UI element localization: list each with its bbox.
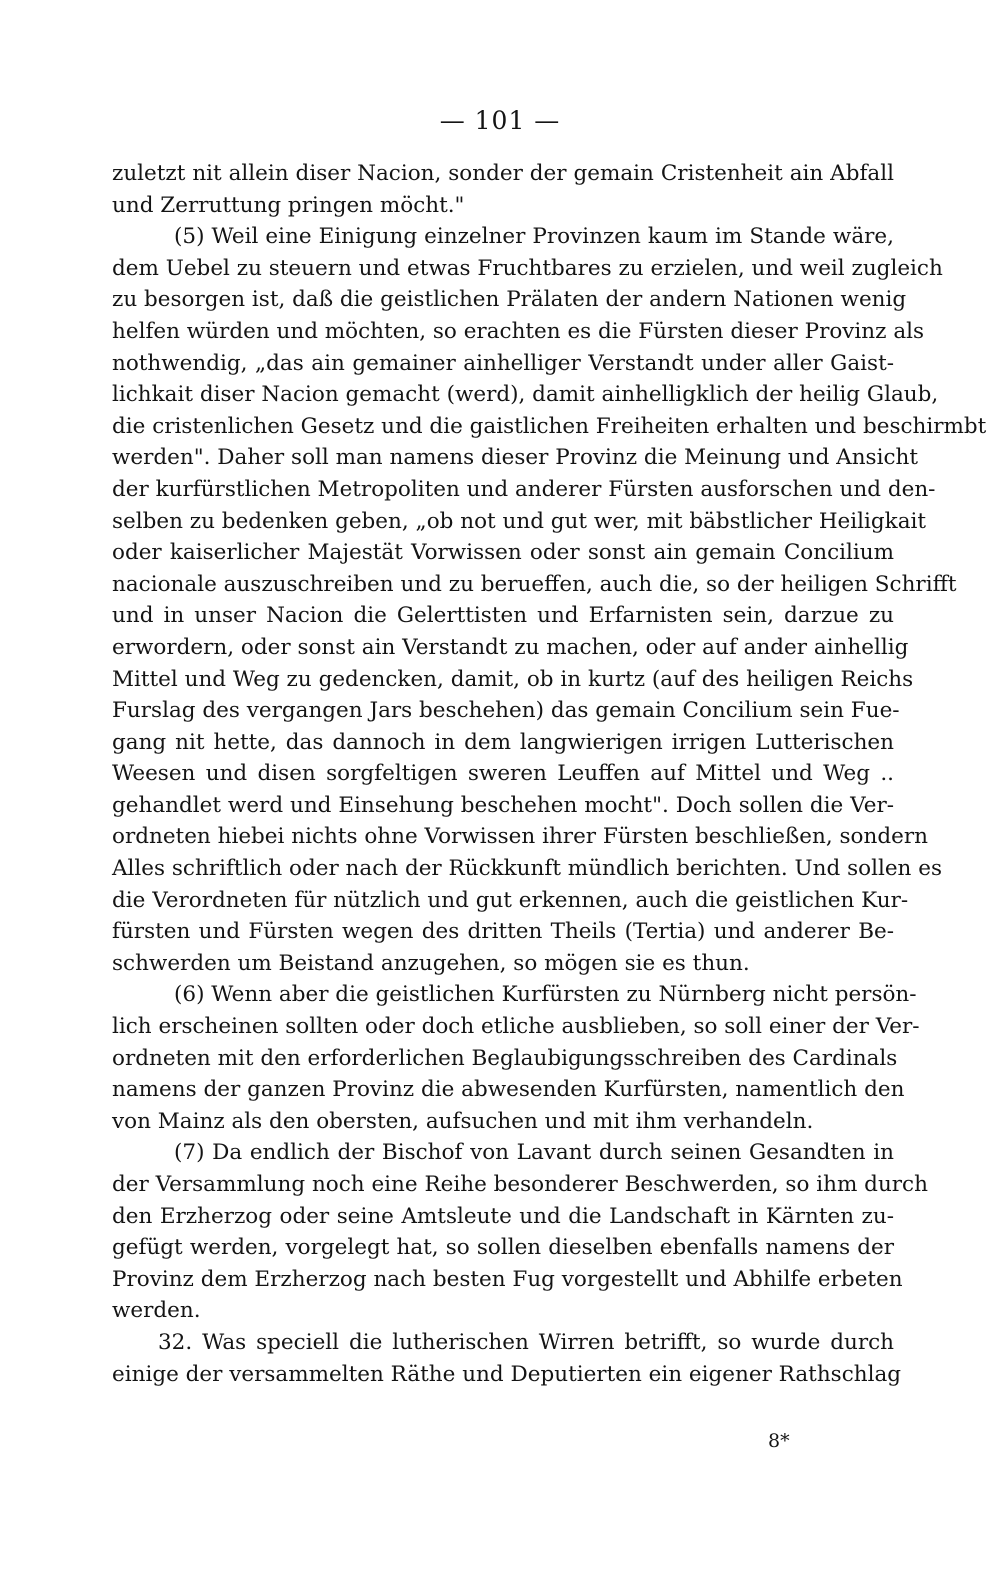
text-line: werden". Daher soll man namens dieser Provinz die Meinung und Ansicht [112, 445, 918, 471]
text-line: nacionale auszuschreiben und zu berueffen, auch die, so der heiligen Schrifft [112, 571, 957, 597]
text-line: gang nit hette, das dannoch in dem langwierigen irrigen Lutterischen [112, 729, 894, 755]
text-line: und Zerruttung pringen möcht." [112, 192, 465, 218]
text-line: fürsten und Fürsten wegen des dritten Theils (Tertia) und anderer Be- [112, 919, 894, 945]
text-line: dem Uebel zu steuern und etwas Fruchtbares zu erzielen, und weil zugleich [112, 255, 943, 281]
text-line: zu besorgen ist, daß die geistlichen Prälaten der andern Nationen wenig [112, 287, 907, 313]
text-line: der kurfürstlichen Metropoliten und anderer Fürsten ausforschen und den- [112, 476, 936, 502]
text-line: gefügt werden, vorgelegt hat, so sollen dieselben ebenfalls namens der [112, 1235, 894, 1261]
text-line: nothwendig, „das ain gemainer ainhelliger Verstandt under aller Gaist- [112, 350, 894, 376]
text-line: (6) Wenn aber die geistlichen Kurfürsten zu Nürnberg nicht persön- [174, 982, 917, 1008]
text-line: einige der versammelten Räthe und Deputierten ein eigener Rathschlag [112, 1361, 902, 1387]
page-number: — 101 — [439, 106, 561, 135]
text-line: ordneten mit den erforderlichen Beglaubigungsschreiben des Cardinals [112, 1045, 898, 1071]
text-line: (5) Weil eine Einigung einzelner Provinzen kaum im Stande wäre, [174, 224, 894, 250]
text-line: selben zu bedenken geben, „ob not und gut wer, mit bäbstlicher Heiligkait [112, 508, 927, 534]
printer-signature-mark: 8* [768, 1430, 790, 1452]
text-line: Furslag des vergangen Jars beschehen) das gemain Concilium sein Fue- [112, 698, 900, 724]
text-line: lich erscheinen sollten oder doch etliche ausblieben, so soll einer der Ver- [112, 1014, 920, 1040]
text-line: namens der ganzen Provinz die abwesenden Kurfürsten, namentlich den [112, 1077, 905, 1103]
text-line: werden. [112, 1298, 201, 1324]
body-text [112, 158, 987, 1390]
text-line: erwordern, oder sonst ain Verstandt zu machen, oder auf ander ainhellig [112, 634, 909, 660]
text-line: die cristenlichen Gesetz und die gaistlichen Freiheiten erhalten und beschirmbt [112, 413, 987, 439]
text-line: (7) Da endlich der Bischof von Lavant durch seinen Gesandten in [174, 1140, 894, 1166]
text-line: die Verordneten für nützlich und gut erkennen, auch die geistlichen Kur- [112, 887, 909, 913]
text-line: schwerden um Beistand anzugehen, so mögen sie es thun. [112, 950, 750, 976]
text-line: lichkait diser Nacion gemacht (werd), damit ainhelligklich der heilig Glaub, [112, 382, 939, 408]
text-line: Weesen und disen sorgfeltigen sweren Leuffen auf Mittel und Weg .. [112, 761, 894, 787]
text-line: oder kaiserlicher Majestät Vorwissen oder sonst ain gemain Concilium [112, 540, 894, 566]
text-line: helfen würden und möchten, so erachten es die Fürsten dieser Provinz als [112, 318, 925, 344]
text-line: gehandlet werd und Einsehung beschehen mocht". Doch sollen die Ver- [112, 792, 894, 818]
text-line: und in unser Nacion die Gelerttisten und Erfarnisten sein, darzue zu [112, 603, 894, 629]
text-line: Alles schriftlich oder nach der Rückkunft mündlich berichten. Und sollen es [112, 856, 942, 882]
text-line: Mittel und Weg zu gedencken, damit, ob in kurtz (auf des heiligen Reichs [112, 666, 914, 692]
text-line: von Mainz als den obersten, aufsuchen und mit ihm verhandeln. [112, 1108, 814, 1134]
text-line: zuletzt nit allein diser Nacion, sonder der gemain Cristenheit ain Abfall [112, 161, 894, 186]
text-line: den Erzherzog oder seine Amtsleute und die Landschaft in Kärnten zu- [112, 1203, 894, 1229]
text-line: 32. Was speciell die lutherischen Wirren betrifft, so wurde durch [158, 1329, 894, 1355]
text-line: ordneten hiebei nichts ohne Vorwissen ihrer Fürsten beschließen, sondern [112, 824, 928, 850]
text-line: Provinz dem Erzherzog nach besten Fug vorgestellt und Abhilfe erbeten [112, 1266, 903, 1292]
text-line: der Versammlung noch eine Reihe besonderer Beschwerden, so ihm durch [112, 1172, 928, 1197]
